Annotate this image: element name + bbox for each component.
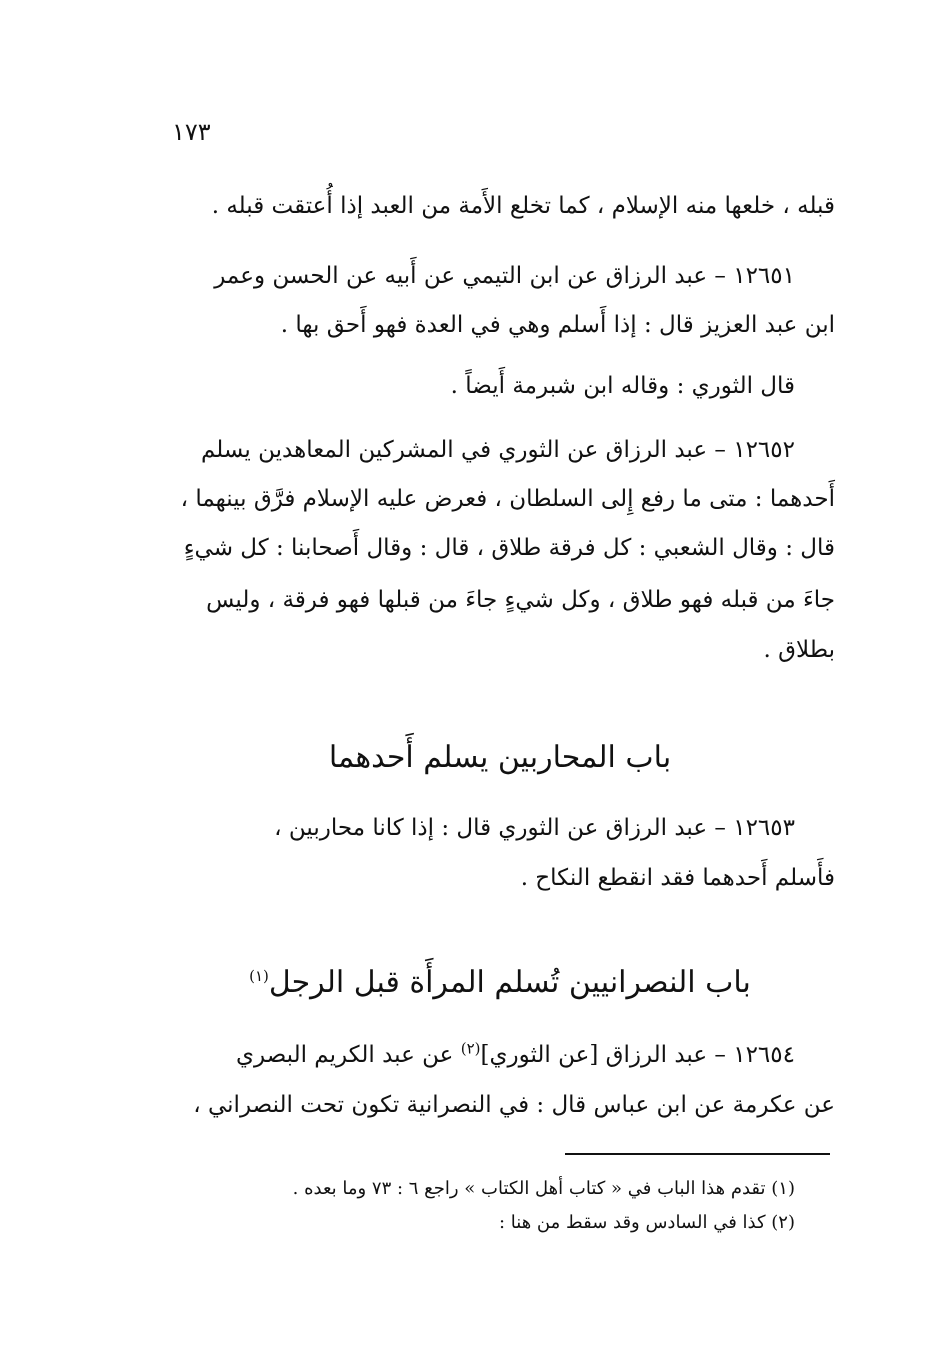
page-number: ١٧٣ [172, 118, 211, 146]
text-line: عن عكرمة عن ابن عباس قال : في النصرانية تكون تحت النصراني ، [193, 1092, 835, 1118]
footnote-marker: (١) [771, 1178, 795, 1199]
section-heading-with-note [165, 958, 835, 1008]
text-line: قال : وقال الشعبي : كل فرقة طلاق ، قال : وقال أَصحابنا : كل شيءٍ [183, 535, 835, 561]
text-line: ابن عبد العزيز قال : إذا أَسلم وهي في العدة فهو أَحق بها . [280, 312, 835, 338]
footnote [200, 1208, 795, 1238]
footnote-reference: (٢) [460, 1039, 481, 1058]
text-line-with-note [165, 1035, 795, 1075]
footnote-divider [565, 1153, 830, 1155]
footnote-text: تقدم هذا الباب في « كتاب أهل الكتاب » راجع ٦ : ٧٣ وما بعده . [292, 1178, 772, 1199]
text-line: فأَسلم أَحدهما فقد انقطع النكاح . [520, 865, 835, 891]
text-fragment: عن عبد الكريم البصري [236, 1042, 461, 1068]
text-line: قال الثوري : وقاله ابن شبرمة أَيضاً . [450, 373, 795, 399]
footnote [200, 1174, 795, 1204]
text-fragment: ١٢٦٥٤ – عبد الرزاق [عن الثوري] [480, 1042, 795, 1068]
text-line: ١٢٦٥٣ – عبد الرزاق عن الثوري قال : إذا كانا محاربين ، [274, 815, 795, 841]
footnote-reference: (١) [249, 967, 269, 985]
footnote-text: كذا في السادس وقد سقط من هنا : [499, 1212, 772, 1233]
text-line: قبله ، خلعها منه الإسلام ، كما تخلع الأَمة من العبد إذا أُعتقت قبله . [211, 193, 835, 219]
text-line: ١٢٦٥٢ – عبد الرزاق عن الثوري في المشركين المعاهدين يسلم [200, 437, 795, 463]
section-heading: باب المحاربين يسلم أَحدهما [328, 740, 672, 775]
text-line: بطلاق . [763, 637, 835, 663]
footnote-marker: (٢) [771, 1212, 795, 1233]
text-line: ١٢٦٥١ – عبد الرزاق عن ابن التيمي عن أَبيه عن الحسن وعمر [214, 263, 795, 289]
text-line: أَحدهما : متى ما رفع إِلى السلطان ، فعرض عليه الإسلام فرَّق بينهما ، [180, 486, 835, 512]
text-line: جاءَ من قبله فهو طلاق ، وكل شيءٍ جاءَ من قبلها فهو فرقة ، وليس [206, 587, 835, 613]
section-heading-text: باب النصرانيين تُسلم المرأَة قبل الرجل [268, 965, 751, 1000]
